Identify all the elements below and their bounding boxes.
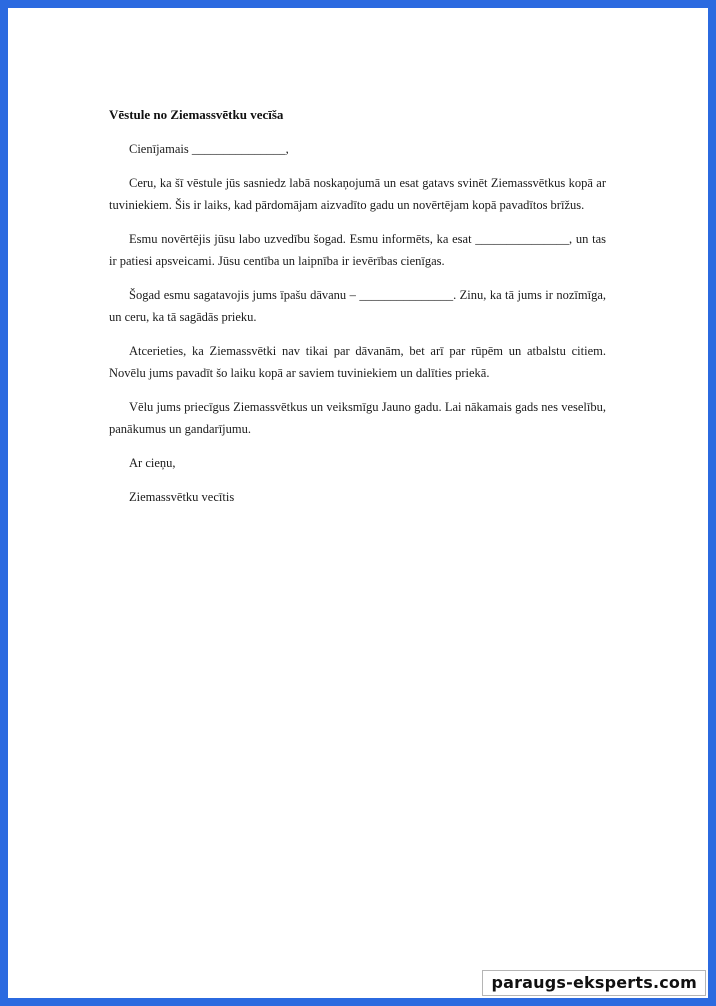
letter-paragraph-3: Šogad esmu sagatavojis jums īpašu dāvanu – _______________. Zinu, ka tā jums ir nozīmīga, un ceru, ka tā sagādās prieku. xyxy=(109,288,606,324)
letter-paragraph-4: Atcerieties, ka Ziemassvētki nav tikai par dāvanām, bet arī par rūpēm un atbalstu citiem. Novēlu jums pavadīt šo laiku kopā ar saviem tuviniekiem un dalīties priekā. xyxy=(109,344,606,380)
letter-body xyxy=(109,104,606,520)
site-watermark: paraugs-eksperts.com xyxy=(482,970,706,996)
letter-signature: Ziemassvētku vecītis xyxy=(129,490,235,504)
letter-paragraph-2: Esmu novērtējis jūsu labo uzvedību šogad. Esmu informēts, ka esat _______________, un tas ir patiesi apsveicami. Jūsu centība un laipnība ir ievērības cienīgas. xyxy=(109,232,606,268)
letter-title: Vēstule no Ziemassvētku vecīša xyxy=(109,107,284,122)
document-page xyxy=(8,8,708,998)
letter-salutation: Cienījamais _______________, xyxy=(129,142,289,156)
letter-closing: Ar cieņu, xyxy=(129,456,176,470)
letter-paragraph-1: Ceru, ka šī vēstule jūs sasniedz labā noskaņojumā un esat gatavs svinēt Ziemassvētkus kopā ar tuviniekiem. Šis ir laiks, kad pārdomājam aizvadīto gadu un novērtējam kopā pavadītos brīžus. xyxy=(109,176,606,212)
letter-paragraph-5: Vēlu jums priecīgus Ziemassvētkus un veiksmīgu Jauno gadu. Lai nākamais gads nes veselību, panākumus un gandarījumu. xyxy=(109,400,606,436)
